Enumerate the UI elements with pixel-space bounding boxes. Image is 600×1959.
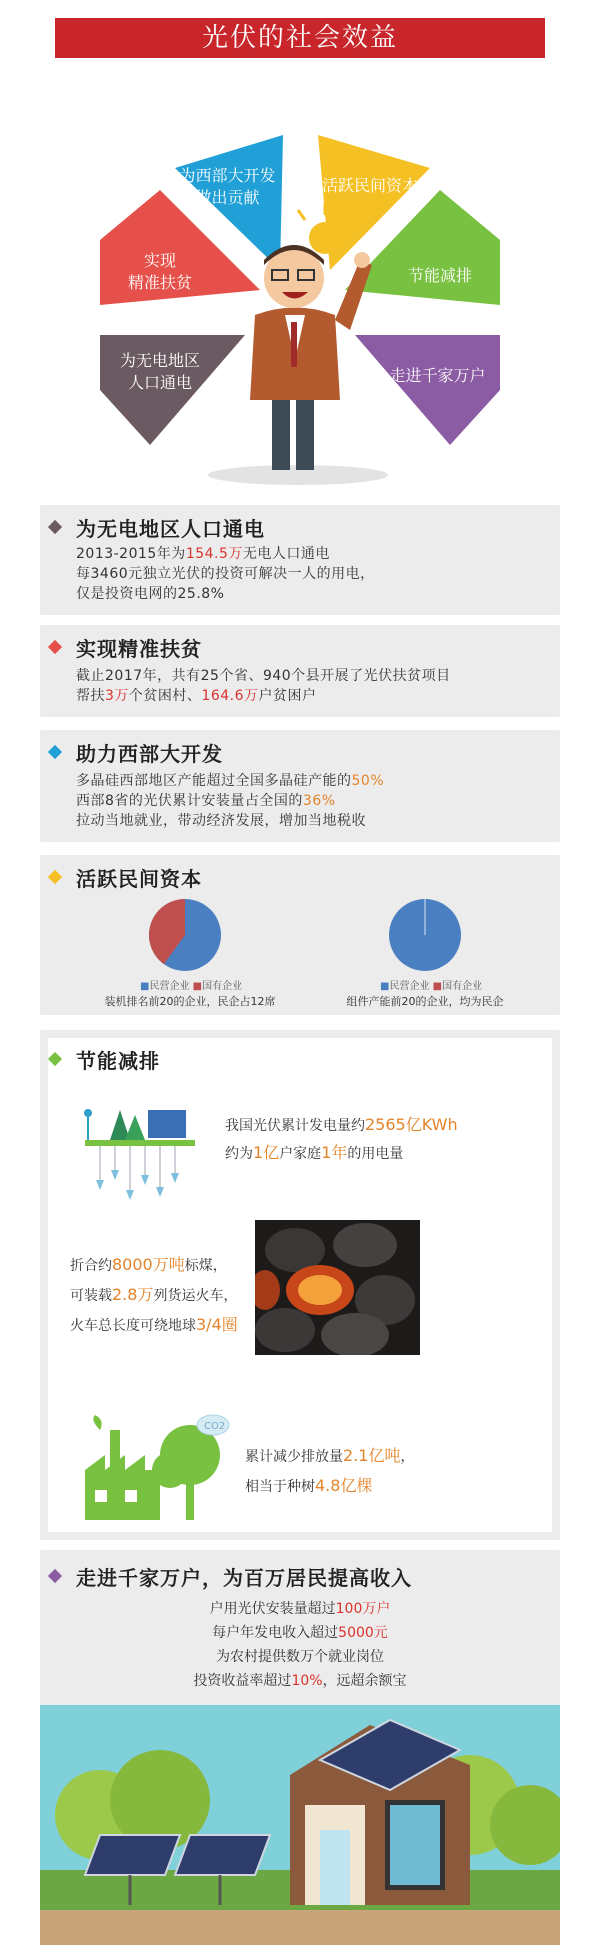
energy-stat-3: 折合约8000万吨标煤， bbox=[70, 1255, 227, 1274]
burning-coal-image bbox=[255, 1220, 420, 1355]
section-homes-title: 走进千家万户，为百万居民提高收入 bbox=[40, 1562, 560, 1591]
legend-left: ■民营企业 ■国有企业 bbox=[140, 981, 243, 992]
section-energy bbox=[40, 1030, 560, 1540]
homes-line-3: 为农村提供数万个就业岗位 bbox=[216, 1649, 384, 1665]
wheel-label-west: 为西部大开发 做出贡献 bbox=[179, 166, 276, 207]
energy-stat-6: 累计减少排放量2.1亿吨， bbox=[245, 1446, 415, 1465]
section-power bbox=[40, 505, 560, 615]
bullet-icon bbox=[48, 1052, 62, 1066]
wheel-label-poverty: 实现 精准扶贫 bbox=[127, 251, 192, 292]
bullet-icon bbox=[48, 520, 62, 534]
wheel-svg bbox=[0, 60, 600, 500]
wheel-label-homes: 走进千家万户 bbox=[389, 366, 486, 385]
section-capital bbox=[40, 855, 560, 1015]
power-line-2: 每3460元独立光伏的投资可解决一人的用电， bbox=[76, 566, 375, 582]
section-homes bbox=[40, 1550, 560, 1710]
solar-house-scene bbox=[40, 1705, 560, 1945]
west-line-3: 拉动当地就业，带动经济发展，增加当地税收 bbox=[76, 813, 366, 829]
pie-charts bbox=[40, 895, 560, 975]
poverty-line-1: 截止2017年，共有25个省、940个县开展了光伏扶贫项目 bbox=[76, 668, 451, 684]
energy-stat-1: 我国光伏累计发电量约2565亿KWh bbox=[225, 1115, 458, 1134]
solar-city-icon bbox=[80, 1095, 200, 1205]
section-west-title: 助力西部大开发 bbox=[40, 738, 560, 767]
caption-left: 装机排名前20的企业，民企占12席 bbox=[104, 995, 276, 1008]
power-line-1: 2013-2015年为154.5万无电人口通电 bbox=[76, 546, 330, 562]
wheel-label-energy: 节能减排 bbox=[407, 266, 472, 285]
bullet-icon bbox=[48, 745, 62, 759]
energy-stat-4: 可装载2.8万列货运火车， bbox=[70, 1285, 238, 1304]
section-west bbox=[40, 730, 560, 842]
legend-right: ■民营企业 ■国有企业 bbox=[380, 981, 483, 992]
caption-right: 组件产能前20的企业，均为民企 bbox=[346, 995, 504, 1008]
power-line-3: 仅是投资电网的25.8% bbox=[76, 586, 225, 602]
west-line-1: 多晶硅西部地区产能超过全国多晶硅产能的50% bbox=[76, 773, 385, 789]
page-title: 光伏的社会效益 bbox=[55, 18, 545, 58]
section-energy-title: 节能减排 bbox=[40, 1045, 160, 1074]
wheel-label-power: 为无电地区 人口通电 bbox=[119, 351, 200, 392]
energy-stat-2: 约为1亿户家庭1年的用电量 bbox=[225, 1143, 404, 1162]
energy-stat-5: 火车总长度可绕地球3/4圈 bbox=[70, 1315, 238, 1334]
wheel-label-capital: 活跃民间资本 bbox=[321, 176, 418, 195]
homes-line-1: 户用光伏安装量超过100万户 bbox=[209, 1601, 391, 1617]
wheel-seg-homes bbox=[355, 335, 500, 445]
west-line-2: 西部8省的光伏累计安装量占全国的36% bbox=[76, 793, 336, 809]
svg-text:CO2: CO2 bbox=[204, 1421, 226, 1432]
section-poverty bbox=[40, 625, 560, 717]
benefits-wheel bbox=[0, 60, 600, 500]
section-poverty-title: 实现精准扶贫 bbox=[40, 633, 560, 662]
homes-stats bbox=[40, 1597, 560, 1693]
homes-line-2: 每户年发电收入超过5000元 bbox=[212, 1625, 388, 1641]
poverty-line-2: 帮扶3万个贫困村、164.6万户贫困户 bbox=[76, 688, 317, 704]
energy-stat-7: 相当于种树4.8亿棵 bbox=[245, 1476, 373, 1495]
homes-line-4: 投资收益率超过10%，远超余额宝 bbox=[193, 1673, 407, 1689]
bullet-icon bbox=[48, 640, 62, 654]
bullet-icon bbox=[48, 1569, 62, 1583]
factory-tree-icon bbox=[80, 1410, 230, 1530]
section-capital-title: 活跃民间资本 bbox=[40, 863, 560, 892]
bullet-icon bbox=[48, 870, 62, 884]
solar-house-svg bbox=[40, 1705, 560, 1945]
section-power-title: 为无电地区人口通电 bbox=[40, 513, 560, 542]
